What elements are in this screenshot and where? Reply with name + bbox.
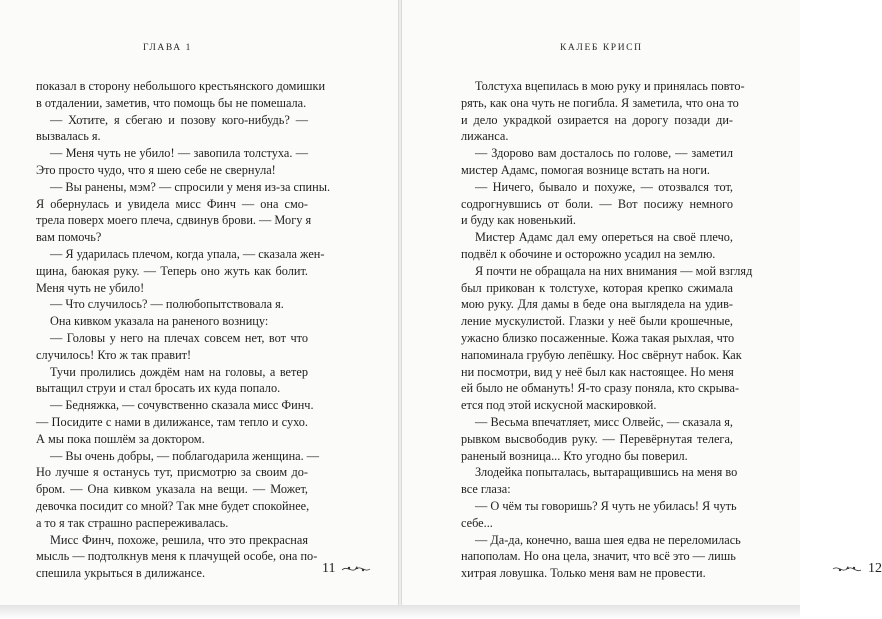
running-header-left: ГЛАВА 1 xyxy=(143,43,193,53)
text-line: ется под этой искусной маскировкой. xyxy=(461,398,657,413)
text-line: подвёл к обочине и осторожно усадил на землю. xyxy=(461,246,716,261)
text-line: а то я так страшно распереживалась. xyxy=(36,515,229,530)
page-number-left: 11 xyxy=(322,561,336,576)
text-line: — Головы у него на плечах совсем нет, вот что xyxy=(50,330,308,345)
text-line: Я почти не обращала на них внимания — мой взгляд xyxy=(475,263,753,278)
text-line: лижанса. xyxy=(461,129,509,144)
text-line: мою руку. Для дамы в беде она выглядела на удив- xyxy=(461,297,733,312)
text-line: Она кивком указала на раненого возницу: xyxy=(50,314,269,329)
text-line: — Меня чуть не убило! — завопила толстуха. — xyxy=(50,146,308,161)
floral-ornament-icon xyxy=(341,564,371,574)
floral-ornament-icon xyxy=(832,564,862,574)
text-line: себе... xyxy=(461,515,493,530)
text-line: щина, баюкая руку. — Теперь оно жуть как болит. xyxy=(36,263,308,278)
page-bottom-shadow xyxy=(0,605,800,619)
folio-left xyxy=(322,561,371,577)
text-line: Мисс Финч, похоже, решила, что это прекрасная xyxy=(50,532,308,547)
text-line: — Посидите с нами в дилижансе, там тепло и сухо. xyxy=(36,414,308,429)
text-line: мистер Адамс, помогая вознице встать на ноги. xyxy=(461,162,710,177)
text-line: — Да-да, конечно, ваша шея едва не переломилась xyxy=(475,532,741,547)
text-line: напополам. Но она цела, значит, что всё это — лишь xyxy=(461,549,736,564)
text-line: напоминала грубую лепёшку. Нос свёрнут набок. Как xyxy=(461,347,742,362)
text-line: содрогнувшись от боли. — Вот посижу немного xyxy=(461,196,733,211)
text-line: — Хотите, я сбегаю и позову кого-нибудь? — xyxy=(50,112,308,127)
text-line: Но лучше я останусь тут, присмотрю за своим до- xyxy=(36,465,308,480)
text-line: в отдалении, заметив, что помощь бы не помешала. xyxy=(36,95,307,110)
right-page-text xyxy=(461,78,753,582)
text-line: рять, как она чуть не погибла. Я заметила, что она то xyxy=(461,95,739,110)
left-page xyxy=(0,0,398,605)
text-line: Я обернулась и увидела мисс Финч — она смо- xyxy=(36,196,308,211)
text-line: — Весьма впечатляет, мисс Олвейс, — сказала я, xyxy=(475,414,733,429)
text-line: раненый возница... Кто угодно бы поверил. xyxy=(461,448,688,463)
text-line: Мистер Адамс дал ему опереться на своё плечо, xyxy=(475,230,733,245)
text-line: А мы пока пошлём за доктором. xyxy=(36,431,205,446)
text-line: и буду как новенький. xyxy=(461,213,576,228)
text-line: был прикован к толстухе, которая крепко сжимала xyxy=(461,280,733,295)
page-number-right: 12 xyxy=(868,561,882,576)
text-line: ни посмотри, вид у неё был как настоящее. Но меня xyxy=(461,364,734,379)
text-line: ей было не обмануть! Я-то сразу поняла, кто скрыва- xyxy=(461,381,740,396)
text-line: — Вы очень добры, — поблагодарила женщина. — xyxy=(50,448,320,463)
text-line: Это просто чудо, что я шею себе не свернула! xyxy=(36,162,276,177)
text-line: Тучи пролились дождём нам на головы, а ветер xyxy=(50,364,308,379)
folio-right xyxy=(832,561,882,577)
text-line: вызвалась я. xyxy=(36,129,101,144)
text-line: — Вы ранены, мэм? — спросили у меня из-за спины. xyxy=(50,179,331,194)
text-line: трела поверх моего плеча, сдвинув брови. — Могу я xyxy=(36,213,312,228)
text-line: спешила укрыться в дилижансе. xyxy=(36,566,206,581)
text-line: — Ничего, бывало и похуже, — отозвался тот, xyxy=(475,179,733,194)
text-line: показал в сторону небольшого крестьянского домишки xyxy=(36,79,326,93)
running-header-right: КАЛЕБ КРИСП xyxy=(560,43,643,53)
text-line: — Я ударилась плечом, когда упала, — сказала жен- xyxy=(50,246,325,261)
right-page xyxy=(402,0,882,605)
text-line: бром. — Она кивком указала на вещи. — Может, xyxy=(36,482,308,497)
text-line: девочка посидит со мной? Так мне будет спокойнее, xyxy=(36,498,310,513)
text-line: хитрая ловушка. Только меня вам не провести. xyxy=(461,566,706,581)
text-line: Меня чуть не убило! xyxy=(36,280,145,295)
text-line: и дело украдкой озирается на дорогу позади ди- xyxy=(461,112,733,127)
text-line: вам помочь? xyxy=(36,230,102,245)
text-line: мысль — подтолкнув меня к плачущей особе, она по- xyxy=(36,549,318,564)
text-line: все глаза: xyxy=(461,482,511,497)
text-line: — Здорово вам досталось по голове, — заметил xyxy=(475,146,733,161)
text-line: — Что случилось? — полюбопытствовала я. xyxy=(50,297,284,312)
text-line: — Бедняжка, — сочувственно сказала мисс Финч. xyxy=(50,398,314,413)
text-line: — О чём ты говоришь? Я чуть не убилась! Я чуть xyxy=(475,498,737,513)
text-line: ужасно близко посаженные. Кожа такая рыхлая, что xyxy=(461,330,735,345)
text-line: Толстуха вцепилась в мою руку и принялась повто- xyxy=(475,79,745,93)
text-line: вытащил струи и стал бросать их куда попало. xyxy=(36,381,281,396)
text-line: случилось! Кто ж так правит! xyxy=(36,347,192,362)
text-line: Злодейка попыталась, вытаращившись на меня во xyxy=(475,465,738,480)
text-line: рывком высвободив руку. — Перевёрнутая телега, xyxy=(461,431,733,446)
text-line: ление мускулистой. Глазки у неё были крошечные, xyxy=(461,314,733,329)
